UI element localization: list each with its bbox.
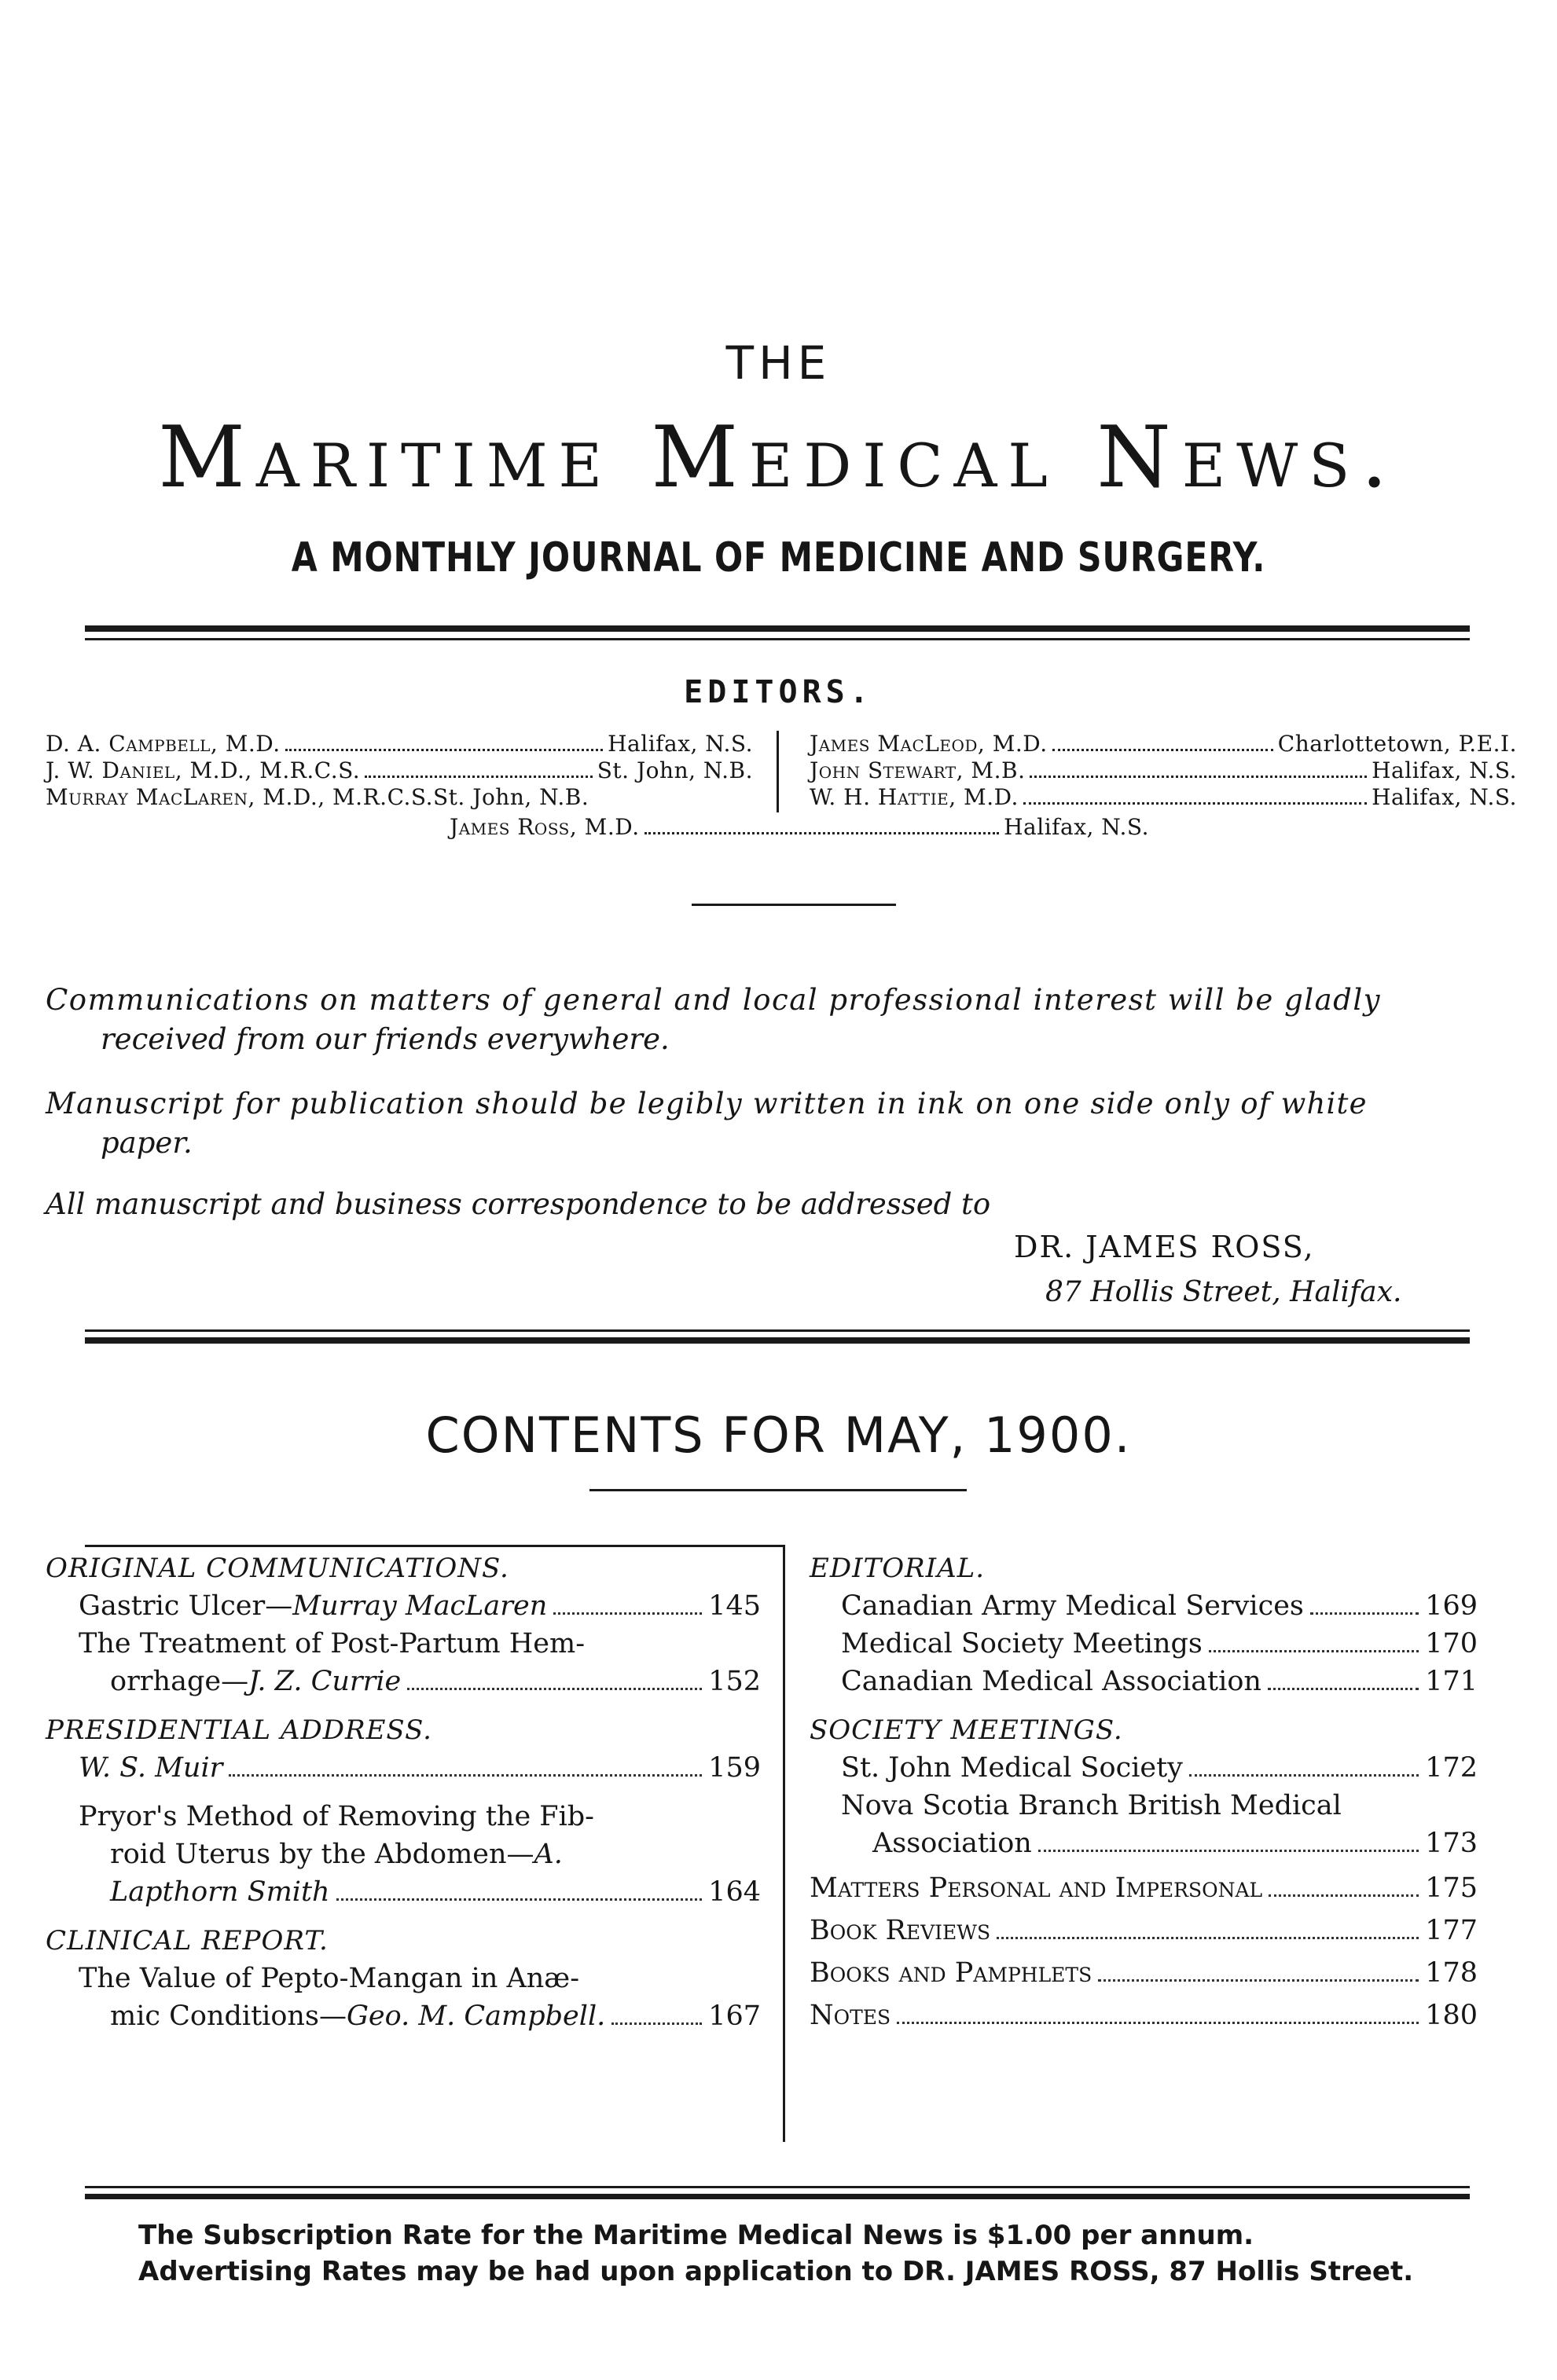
toc-page: 167 — [708, 2000, 761, 2032]
double-rule-top-thin — [85, 638, 1470, 640]
leader-dots — [1209, 1650, 1419, 1652]
leader-dots — [1052, 749, 1273, 751]
toc-entry-continuation — [79, 1873, 761, 1911]
leader-dots — [1269, 1894, 1419, 1897]
short-rule — [692, 904, 896, 906]
toc-title: mic Conditions — [110, 2000, 319, 2032]
editor-place: Halifax, N.S. — [1004, 814, 1149, 840]
section-items-other — [810, 1867, 1478, 2037]
leader-dots — [1310, 1612, 1419, 1615]
leader-dots — [365, 776, 593, 778]
toc-author: A. — [534, 1839, 563, 1870]
toc-entry: Gastric Ulcer — Murray MacLaren 145 — [79, 1587, 761, 1625]
leader-dots — [644, 832, 1000, 834]
toc-title: Canadian Army Medical Services — [841, 1590, 1304, 1622]
toc-entry — [79, 1960, 761, 2035]
masthead-article: THE — [725, 336, 832, 390]
editor-name: James Ross, M.D. — [450, 814, 640, 840]
toc-author: W. S. Muir — [79, 1752, 223, 1784]
toc-entry — [79, 1625, 761, 1700]
toc-title: St. John Medical Society — [841, 1752, 1183, 1784]
toc-author: Murray MacLaren — [292, 1590, 548, 1622]
double-rule-bottom-thick — [85, 2194, 1470, 2199]
toc-entry-continuation — [841, 1824, 1478, 1862]
toc-entry-continuation: mic Conditions — Geo. M. Campbell. 167 — [79, 1997, 761, 2035]
toc-title: roid Uterus by the Abdomen — [110, 1839, 507, 1870]
toc-page: 152 — [708, 1666, 761, 1697]
editor-entry — [450, 814, 1149, 841]
contents-left-column — [46, 1549, 761, 2035]
toc-page: 175 — [1425, 1872, 1478, 1904]
leader-dots — [1038, 1850, 1419, 1852]
section-items-presidential — [46, 1749, 761, 1911]
section-heading-presidential: PRESIDENTIAL ADDRESS. — [46, 1714, 432, 1746]
toc-entry-continuation: roid Uterus by the Abdomen—A. — [110, 1839, 563, 1870]
toc-author: Lapthorn Smith — [110, 1876, 330, 1908]
leader-dots — [407, 1688, 702, 1690]
editors-heading: EDITORS. — [684, 674, 873, 710]
toc-page: 180 — [1425, 2000, 1478, 2031]
leader-dots — [553, 1612, 702, 1615]
toc-title: Association — [872, 1828, 1032, 1859]
toc-entry — [810, 1867, 1478, 1909]
editor-name: W. H. Hattie, M.D. — [810, 784, 1019, 810]
editors-left-column — [46, 731, 753, 811]
editor-entry — [810, 757, 1517, 784]
contents-top-rule-left — [85, 1545, 783, 1547]
double-rule-bottom-thin — [85, 2186, 1470, 2188]
leader-dots — [336, 1898, 703, 1901]
toc-title: Book Reviews — [810, 1915, 991, 1946]
toc-page: 172 — [1425, 1752, 1478, 1784]
editors-bottom-entry — [450, 814, 1149, 841]
toc-entry — [79, 1749, 761, 1787]
section-heading-society: SOCIETY MEETINGS. — [810, 1714, 1123, 1746]
notice-communications — [46, 981, 1515, 1059]
section-items-society — [810, 1749, 1478, 1862]
toc-entry — [841, 1587, 1478, 1625]
notice-correspondence: All manuscript and business correspondence to be addressed to — [46, 1187, 991, 1221]
editor-name: John Stewart, M.B. — [810, 757, 1026, 783]
toc-entry — [79, 1798, 761, 1911]
leader-dots — [997, 1937, 1419, 1939]
toc-entry — [841, 1663, 1478, 1700]
leader-dots — [1098, 1979, 1419, 1982]
leader-dots — [897, 2022, 1419, 2024]
toc-entry — [810, 1952, 1478, 1994]
editor-place: Halifax, N.S. — [1372, 784, 1517, 810]
toc-page: 178 — [1425, 1957, 1478, 1989]
toc-author: J. Z. Currie — [248, 1666, 402, 1697]
section-items-clinical — [46, 1960, 761, 2035]
toc-entry — [841, 1749, 1478, 1787]
toc-entry — [841, 1787, 1478, 1862]
addressee-street: 87 Hollis Street, Halifax. — [1045, 1276, 1402, 1308]
editors-right-column — [810, 731, 1517, 811]
editor-place: St. John, N.B. — [432, 784, 589, 810]
toc-title: Canadian Medical Association — [841, 1666, 1261, 1697]
section-heading-original: ORIGINAL COMMUNICATIONS. — [46, 1553, 509, 1584]
footer-subscription-rate: The Subscription Rate for the Maritime Medical News is $1.00 per annum. — [138, 2220, 1254, 2251]
editor-entry — [46, 731, 753, 757]
toc-entry — [810, 1909, 1478, 1952]
double-rule-mid-thin — [85, 1329, 1470, 1332]
toc-title: Nova Scotia Branch British Medical — [841, 1790, 1342, 1821]
section-heading-editorial: EDITORIAL. — [810, 1553, 986, 1584]
leader-dots — [229, 1774, 702, 1777]
addressee-name: DR. JAMES ROSS, — [1014, 1230, 1315, 1264]
editor-place: Halifax, N.S. — [1372, 757, 1517, 783]
leader-dots — [1268, 1688, 1419, 1690]
toc-page: 177 — [1425, 1915, 1478, 1946]
toc-page: 171 — [1425, 1666, 1478, 1697]
toc-title: Medical Society Meetings — [841, 1628, 1203, 1659]
editor-entry — [46, 784, 753, 811]
section-items-original — [46, 1587, 761, 1700]
contents-short-rule — [589, 1489, 967, 1491]
leader-dots — [611, 2022, 702, 2025]
double-rule-top-thick — [85, 625, 1470, 632]
footer-notice — [138, 2217, 1522, 2290]
notice-line: received from our friends everywhere. — [101, 1022, 670, 1056]
toc-title: Notes — [810, 2000, 891, 2031]
editor-name: J. W. Daniel, M.D., M.R.C.S. — [46, 757, 361, 783]
leader-dots — [1030, 776, 1367, 778]
leader-dots — [1189, 1774, 1419, 1777]
double-rule-mid-thick — [85, 1337, 1470, 1344]
toc-entry — [810, 1994, 1478, 2037]
editor-name: D. A. Campbell, M.D. — [46, 731, 281, 757]
toc-page: 170 — [1425, 1628, 1478, 1659]
toc-entry — [841, 1625, 1478, 1663]
toc-page: 169 — [1425, 1590, 1478, 1622]
contents-heading: CONTENTS FOR MAY, 1900. — [425, 1406, 1132, 1464]
toc-title: Pryor's Method of Removing the Fib- — [79, 1801, 594, 1832]
section-heading-clinical: CLINICAL REPORT. — [46, 1925, 329, 1956]
toc-title: The Value of Pepto-Mangan in Anæ- — [79, 1963, 580, 1994]
toc-page: 173 — [1425, 1828, 1478, 1859]
toc-page: 145 — [708, 1590, 761, 1622]
toc-title: Books and Pamphlets — [810, 1957, 1092, 1989]
leader-dots — [1023, 802, 1367, 805]
toc-entry-continuation: orrhage — J. Z. Currie 152 — [79, 1663, 761, 1700]
editor-place: St. John, N.B. — [597, 757, 753, 783]
notice-manuscript — [46, 1084, 1515, 1163]
leader-dots — [285, 749, 603, 751]
toc-title: Matters Personal and Impersonal — [810, 1872, 1263, 1904]
editors-divider — [777, 731, 779, 812]
toc-title: The Treatment of Post-Partum Hem- — [79, 1628, 586, 1659]
editor-entry — [810, 731, 1517, 757]
masthead-subtitle: A MONTHLY JOURNAL OF MEDICINE AND SURGERY. — [291, 534, 1266, 581]
section-items-editorial — [810, 1587, 1478, 1700]
editor-entry — [46, 757, 753, 784]
notice-line: Communications on matters of general and local professional interest will be gladly — [46, 983, 1382, 1017]
editor-entry — [810, 784, 1517, 811]
editor-name: Murray MacLaren, M.D., M.R.C.S. — [46, 784, 433, 810]
toc-page: 164 — [708, 1876, 761, 1908]
contents-column-divider — [783, 1545, 785, 2142]
notice-line: Manuscript for publication should be legibly written in ink on one side only of white — [46, 1087, 1368, 1120]
editor-name: James MacLeod, M.D. — [810, 731, 1048, 757]
toc-page: 159 — [708, 1752, 761, 1784]
contents-right-column — [810, 1549, 1478, 2037]
toc-title: orrhage — [110, 1666, 222, 1697]
toc-title: Gastric Ulcer — [79, 1590, 266, 1622]
toc-author: Geo. M. Campbell. — [346, 2000, 606, 2032]
footer-advertising-rates: Advertising Rates may be had upon application to DR. JAMES ROSS, 87 Hollis Street. — [138, 2256, 1414, 2287]
editor-place: Halifax, N.S. — [608, 731, 753, 757]
notice-line: paper. — [101, 1126, 193, 1160]
editor-place: Charlottetown, P.E.I. — [1277, 731, 1517, 757]
masthead-title: Maritime Medical News. — [158, 409, 1399, 507]
